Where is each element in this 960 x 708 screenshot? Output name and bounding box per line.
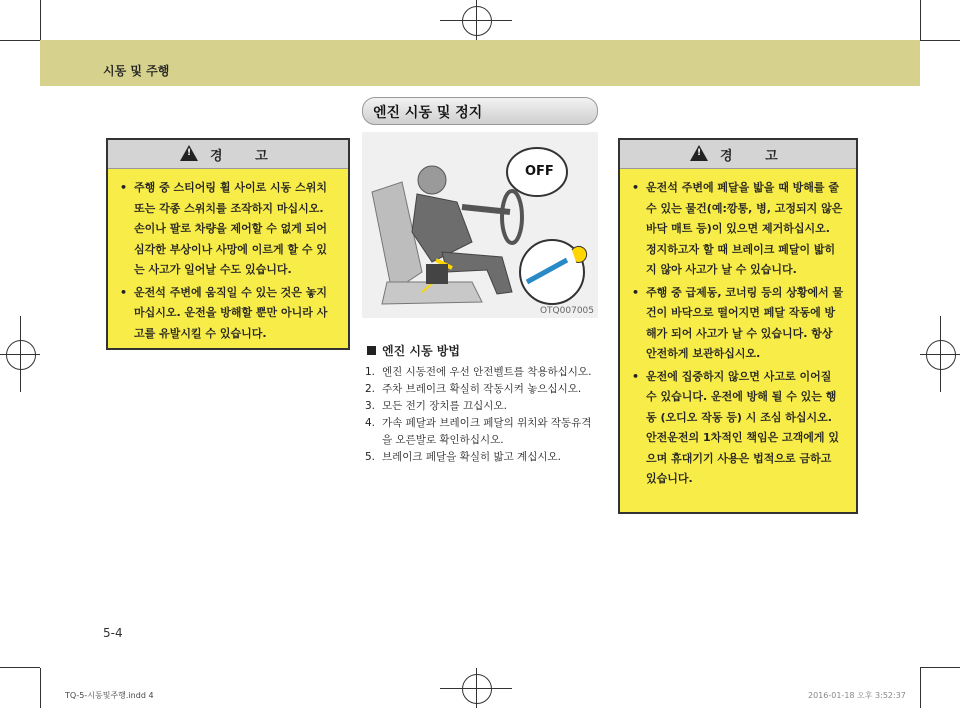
warning-list	[120, 178, 336, 346]
registration-mark	[462, 674, 492, 704]
warning-triangle-icon	[690, 145, 708, 161]
warning-list	[632, 178, 844, 492]
registration-line	[476, 0, 477, 40]
crop-mark	[920, 668, 921, 708]
procedure-step: 3. 모든 전기 장치를 끄십시오.	[365, 400, 507, 412]
procedure-step: 4. 가속 페달과 브레이크 페달의 위치와 작동유격을 오른발로 확인하십시오.	[365, 417, 592, 446]
footer-file: TQ-5-시동및주행.indd 4	[65, 691, 154, 700]
right-warning-box	[618, 138, 858, 514]
page-number: 5-4	[103, 626, 123, 640]
warning-title: 경 고	[720, 149, 792, 164]
registration-line	[0, 354, 40, 355]
header-band	[40, 40, 920, 86]
procedure-heading	[367, 342, 460, 359]
procedure-steps	[365, 364, 601, 466]
warning-header	[620, 140, 856, 169]
registration-mark	[462, 6, 492, 36]
registration-line	[476, 668, 477, 708]
warning-triangle-icon	[180, 145, 198, 161]
driver-illustration	[362, 132, 598, 318]
left-warning-box	[106, 138, 350, 350]
square-bullet-icon	[367, 346, 376, 355]
main-title-pill	[362, 97, 598, 125]
crop-mark	[920, 667, 960, 668]
warning-item: • 운전에 집중하지 않으면 사고로 이어질 수 있습니다. 운전에 방해 될 수 있는 행동 (오디오 작동 등) 시 조심 하십시오. 안전운전의 1차적인 책임은 고객에게 있으며 휴대기기 사용은 법적으로 금하고 있습니다.	[632, 367, 844, 490]
procedure-step: 2. 주차 브레이크 확실히 작동시켜 놓으십시오.	[365, 383, 582, 395]
crop-mark	[920, 40, 960, 41]
main-title: 엔진 시동 및 정지	[373, 105, 483, 121]
warning-item: • 운전석 주변에 움직일 수 있는 것은 놓지 마십시오. 운전을 방해할 뿐만 아니라 사고를 유발시킬 수 있습니다.	[120, 283, 336, 345]
warning-header	[108, 140, 348, 169]
off-label: OFF	[525, 164, 554, 179]
registration-line	[920, 354, 960, 355]
warning-item: • 주행 중 급제동, 코너링 등의 상황에서 물건이 바닥으로 떨어지면 페달 작동에 방해가 되어 사고가 날 수 있습니다. 항상 안전하게 보관하십시오.	[632, 283, 844, 365]
illustration-code: OTQ007005	[539, 306, 594, 316]
registration-mark	[926, 340, 956, 370]
procedure-title: 엔진 시동 방법	[382, 344, 460, 358]
registration-mark	[6, 340, 36, 370]
crop-mark	[40, 0, 41, 40]
crop-mark	[0, 40, 40, 41]
driver-seat-drawing	[362, 132, 598, 318]
section-title: 시동 및 주행	[103, 64, 170, 78]
crop-mark	[0, 667, 40, 668]
warning-title: 경 고	[210, 149, 282, 164]
warning-item: • 운전석 주변에 페달을 밟을 때 방해를 줄 수 있는 물건(예:깡통, 병, 고정되지 않은 바닥 매트 등)이 있으면 제거하십시오. 정지하고자 할 때 브레이크 페달이 밟히지 않아 사고가 날 수 있습니다.	[632, 178, 844, 281]
crop-mark	[920, 0, 921, 40]
crop-mark	[40, 668, 41, 708]
warning-item: • 주행 중 스티어링 휠 사이로 시동 스위치 또는 각종 스위치를 조작하지 마십시오. 손이나 팔로 차량을 제어할 수 없게 되어 심각한 부상이나 사망에 이르게 할 수 있는 사고가 일어날 수도 있습니다.	[120, 178, 336, 281]
procedure-step: 1. 엔진 시동전에 우선 안전벨트를 착용하십시오.	[365, 366, 592, 378]
procedure-step: 5. 브레이크 페달을 확실히 밟고 계십시오.	[365, 451, 561, 463]
footer-timestamp: 2016-01-18 오후 3:52:37	[808, 691, 906, 700]
